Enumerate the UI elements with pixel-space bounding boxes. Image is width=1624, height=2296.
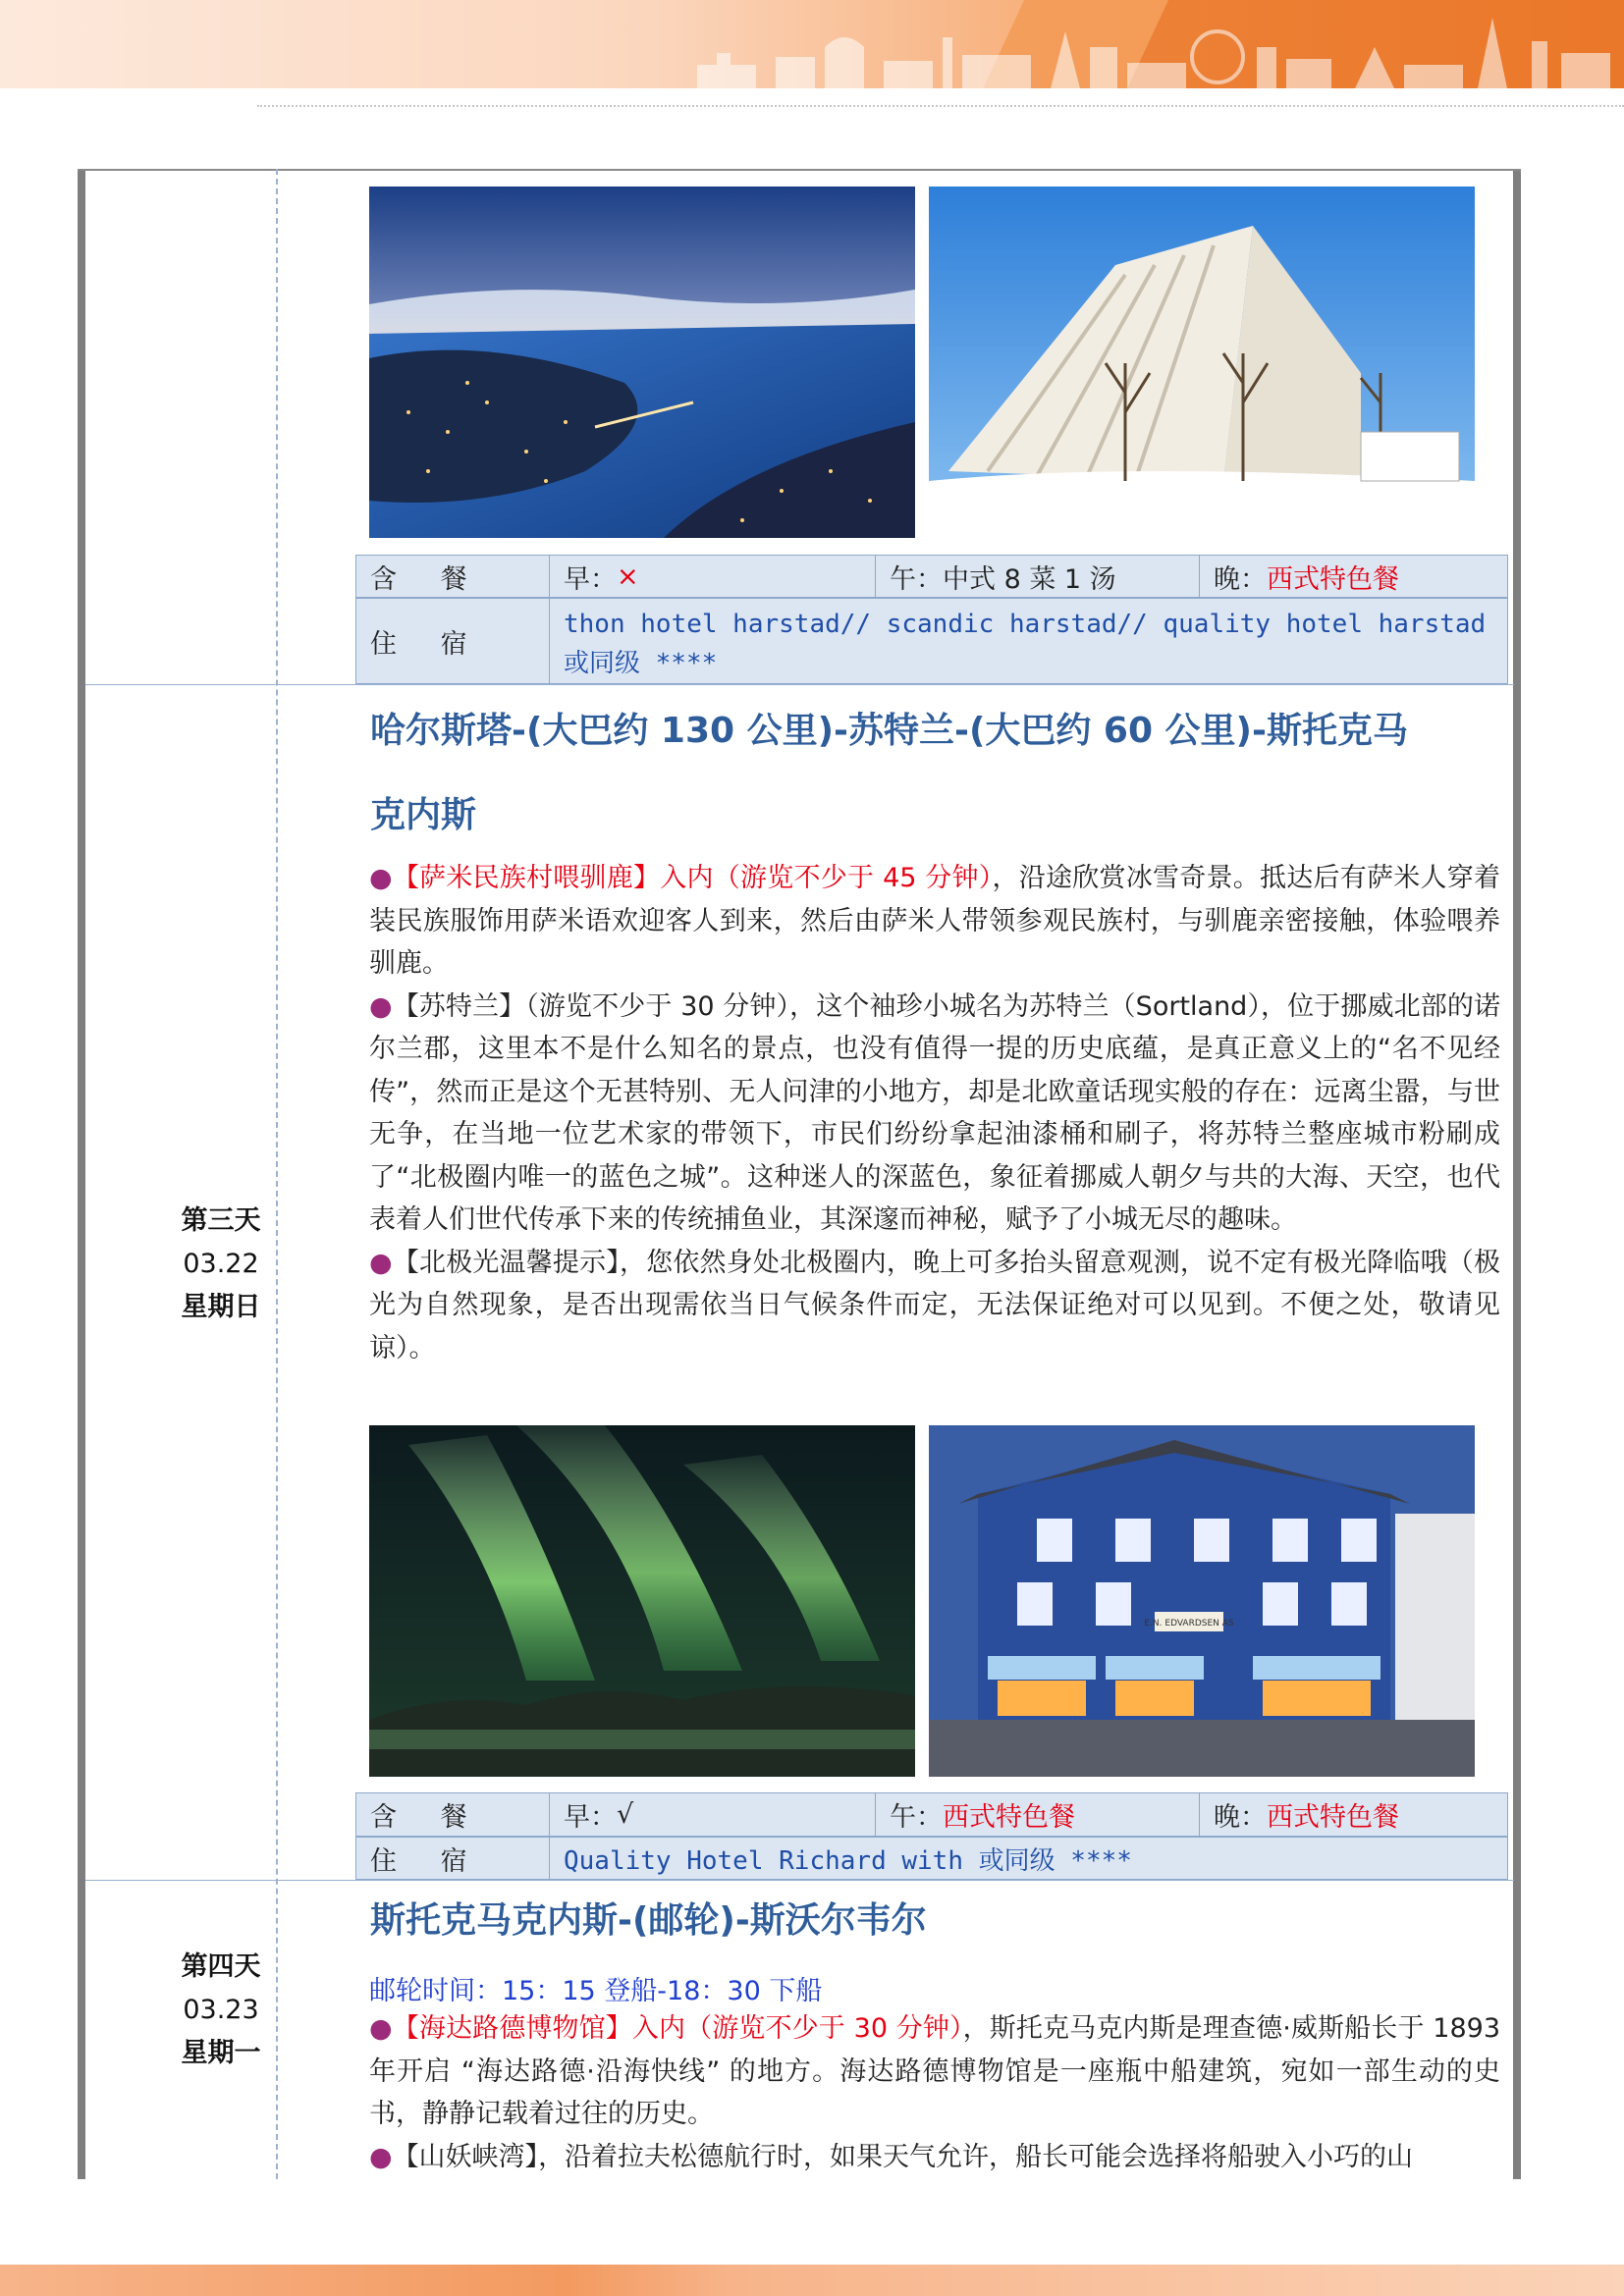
lunch-value: 午：中式 8 菜 1 汤 — [890, 563, 1116, 595]
item-heading: 【苏特兰】 — [392, 990, 526, 1022]
item-text: ，斯托克马克内斯是理查德·威斯船长于 1893 年开启 “海达路德·沿海快线” 的地方。海达路德博物馆是一座瓶中船建筑，宛如一部生动的史书，静静记载着过往的历史。 — [369, 2013, 1500, 2129]
day4-label — [128, 1946, 314, 2075]
breakfast-value: × — [617, 561, 639, 592]
hotel-value: thon hotel harstad// scandic harstad// quality hotel harstad 或同级 **** — [564, 610, 1487, 678]
item-heading: 【北极光温馨提示】 — [392, 1247, 620, 1278]
meals-label: 含 餐 — [370, 563, 485, 595]
sortland-blue-house-photo — [929, 1425, 1475, 1777]
item-heading: 【山妖峡湾】 — [392, 2141, 539, 2172]
day-weekday: 星期一 — [181, 2038, 261, 2068]
footer-band — [0, 2265, 1624, 2296]
breakfast-value: √ — [617, 1799, 634, 1830]
day-number: 第三天 — [181, 1205, 261, 1236]
item-text: ，沿着拉夫松德航行时，如果天气允许，船长可能会选择将船驶入小巧的山 — [538, 2141, 1414, 2172]
day3-meals-row — [355, 1792, 1508, 1837]
list-item — [369, 2007, 1500, 2136]
hotel-label: 住 宿 — [370, 628, 485, 660]
day3-description — [369, 857, 1500, 1369]
item-highlight: 【萨米民族村喂驯鹿】入内（游览不少于 45 分钟） — [392, 863, 993, 893]
lunch-label: 午： — [890, 1802, 943, 1833]
row-divider — [85, 684, 1514, 685]
list-item — [369, 2136, 1500, 2179]
day-column-divider — [276, 169, 278, 2179]
meals-label: 含 餐 — [370, 1802, 485, 1833]
day4-description — [369, 2007, 1500, 2178]
list-item — [369, 986, 1500, 1242]
day-date: 03.23 — [183, 1995, 259, 2025]
bullet-icon: ● — [369, 863, 393, 893]
day3-hotel-row — [355, 1837, 1508, 1880]
hotel-label: 住 宿 — [370, 1845, 485, 1877]
tromso-night-city-photo — [369, 187, 915, 538]
item-highlight: 【海达路德博物馆】入内（游览不少于 30 分钟） — [392, 2013, 963, 2044]
day2-meals-row — [355, 555, 1508, 598]
shop-sign-text: E.N. EDVARDSEN AS — [1144, 1619, 1234, 1629]
day3-title-line2: 克内斯 — [370, 795, 477, 835]
item-text: ，您依然身处北极圈内，晚上可多抬头留意观测，说不定有极光降临哦（极光为自然现象，是否出现需依当日气候条件而定，无法保证绝对可以见到。不便之处，敬请见谅）。 — [369, 1247, 1500, 1363]
day3-title — [370, 689, 1499, 858]
day-weekday: 星期日 — [181, 1292, 261, 1322]
arctic-cathedral-photo — [929, 187, 1475, 538]
dinner-label: 晚： — [1214, 563, 1267, 595]
dinner-value: 西式特色餐 — [1267, 563, 1399, 595]
city-skyline-icon — [687, 18, 1624, 88]
day4-title: 斯托克马克内斯-(邮轮)-斯沃尔韦尔 — [370, 1900, 927, 1941]
northern-lights-photo — [369, 1425, 915, 1777]
breakfast-label: 早： — [564, 1802, 617, 1833]
item-text: （游览不少于 30 分钟），这个袖珍小城名为苏特兰（Sortland），位于挪威北部的诺尔兰郡，这里本不是什么知名的景点，也没有值得一提的历史底蕴，是真正意义上的“名不见经传”，然而正是这个无甚特别、无人问津的小地方，却是北欧童话现实般的存在：远离尘嚣，与世无争，在当地一位艺术家的带领下，市民们纷纷拿起油漆桶和刷子，将苏特兰整座城市粉刷成了“北极圈内唯一的蓝色之城”。这种迷人的深蓝色，象征着挪威人朝夕与共的大海、天空，也代表着人们世代传承下来的传统捕鱼业，其深邃而神秘，赋予了小城无尽的趣味。 — [369, 990, 1501, 1235]
lunch-value: 西式特色餐 — [943, 1802, 1075, 1833]
bullet-icon: ● — [369, 2013, 393, 2044]
breakfast-label: 早： — [564, 563, 617, 595]
header-dotted-rule — [257, 105, 1624, 107]
dinner-label: 晚： — [1214, 1802, 1267, 1833]
bullet-icon: ● — [369, 1247, 393, 1278]
row-divider — [85, 1880, 1514, 1881]
dinner-value: 西式特色餐 — [1267, 1802, 1399, 1833]
day3-label — [128, 1200, 314, 1329]
day3-title-line1: 哈尔斯塔-(大巴约 130 公里)-苏特兰-(大巴约 60 公里)-斯托克马 — [370, 711, 1408, 751]
bullet-icon: ● — [369, 990, 393, 1022]
list-item — [369, 1242, 1500, 1370]
day2-hotel-row — [355, 598, 1508, 684]
bullet-icon: ● — [369, 2141, 393, 2172]
hotel-value: Quality Hotel Richard with 或同级 **** — [564, 1845, 1132, 1876]
item-text: ，沿途欣赏冰雪奇景。抵达后有萨米人穿着装民族服饰用萨米语欢迎客人到来，然后由萨米人带领参观民族村，与驯鹿亲密接触，体验喂养驯鹿。 — [369, 863, 1501, 979]
day-number: 第四天 — [181, 1951, 261, 1982]
list-item — [369, 857, 1500, 986]
ferry-time: 邮轮时间：15：15 登船-18：30 下船 — [369, 1976, 823, 2006]
day-date: 03.22 — [183, 1249, 259, 1279]
